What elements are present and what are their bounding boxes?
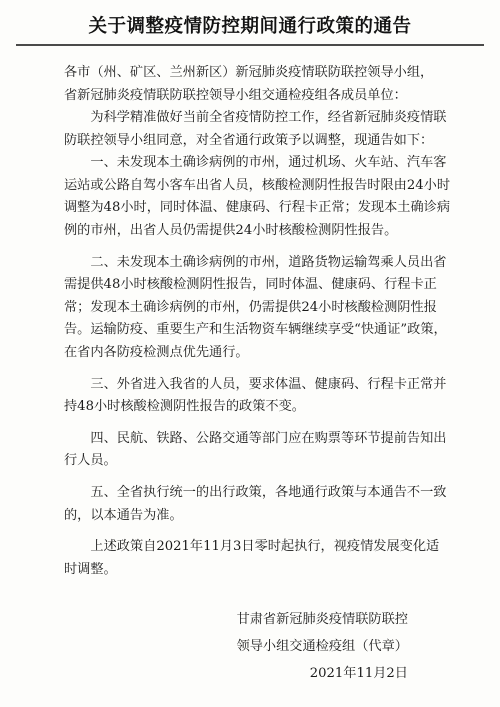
policy-item-3: 三、外省进入我省的人员，要求体温、健康码、行程卡正常并持48小时核酸检测阴性报告的政策不变。 (64, 376, 447, 415)
intro-paragraph: 为科学精准做好当前全省疫情防控工作，经省新冠肺炎疫情联防联控领导小组同意，对全省通行政策予以调整，现通告如下： (64, 110, 447, 148)
signature-org-line-2: 领导小组交通检疫组（代章） (236, 639, 408, 654)
policy-item-2: 二、未发现本土确诊病例的市州，道路货物运输驾乘人员出省需提供48小时核酸检测阴性报告，同时体温、健康码、行程卡正常；发现本土确诊病例的市州，仍需提供24小时核酸检测阴性报告。运输防疫、重要生产和生活物资车辆继续享受“快通证”政策，在省内各防疫检测点优先通行。 (64, 254, 447, 360)
title-divider (16, 44, 484, 46)
policy-item-5: 五、全省执行统一的出行政策，各地通行政策与本通告不一致的，以本通告为准。 (64, 484, 447, 523)
addressee-block (64, 62, 452, 107)
signature-date: 2021年11月2日 (309, 666, 408, 681)
notice-body (64, 107, 452, 581)
effective-date-paragraph: 上述政策自2021年11月3日零时起执行，视疫情发展变化适时调整。 (64, 539, 440, 577)
signature-org-line-1: 甘肃省新冠肺炎疫情联防联控 (236, 612, 408, 627)
policy-item-1: 一、未发现本土确诊病例的市州，通过机场、火车站、汽车客运站或公路自驾小客车出省人员，核酸检测阴性报告时限由24小时调整为48小时，同时体温、健康码、行程卡正常；发现本土确诊病例的市州，出省人员仍需提供24小时核酸检测阴性报告。 (64, 155, 451, 238)
document-title: 关于调整疫情防控期间通行政策的通告 (88, 16, 412, 37)
policy-item-4: 四、民航、铁路、公路交通等部门应在购票等环节提前告知出行人员。 (64, 430, 447, 469)
addressee-line: 各市（州、矿区、兰州新区）新冠肺炎疫情联防联控领导小组， (64, 65, 434, 80)
addressee-line: 省新冠肺炎疫情联防联控领导小组交通检疫组各成员单位： (64, 87, 407, 103)
